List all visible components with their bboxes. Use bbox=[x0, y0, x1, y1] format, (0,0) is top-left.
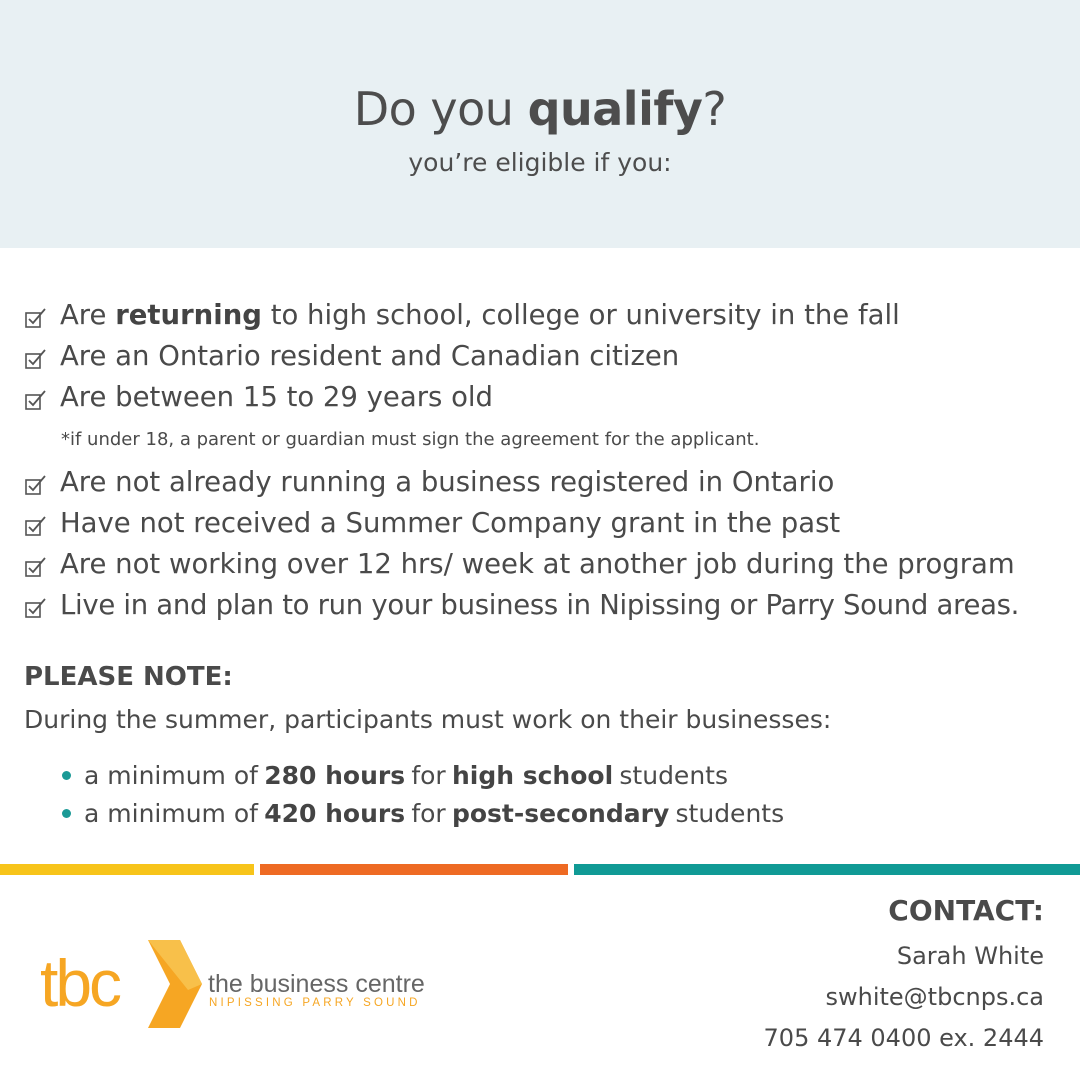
contact-name: Sarah White bbox=[896, 942, 1044, 970]
page-subtitle: you’re eligible if you: bbox=[408, 148, 672, 177]
contact-block bbox=[764, 894, 1044, 1059]
checkbox-checked-icon bbox=[24, 306, 48, 330]
criterion-text: Are between 15 to 29 years old bbox=[60, 380, 493, 413]
criterion-text: Have not received a Summer Company grant in the past bbox=[60, 506, 841, 539]
teal-dot-icon bbox=[62, 809, 71, 818]
logo-tagline: NIPISSING PARRY SOUND bbox=[209, 997, 421, 1009]
divider-stripe-yellow bbox=[0, 864, 254, 875]
criterion-item bbox=[24, 584, 1074, 625]
list-item: a minimum of 280 hours for high school students bbox=[62, 756, 784, 794]
criterion-text: Are not already running a business registered in Ontario bbox=[60, 465, 835, 498]
criterion-item bbox=[24, 335, 1074, 376]
criterion-text: Are not working over 12 hrs/ week at another job during the program bbox=[60, 547, 1015, 580]
criterion-text: Are an Ontario resident and Canadian citizen bbox=[60, 339, 680, 372]
checkbox-checked-icon bbox=[24, 555, 48, 579]
checkbox-checked-icon bbox=[24, 596, 48, 620]
contact-email[interactable]: swhite@tbcnps.ca bbox=[825, 983, 1044, 1011]
checkbox-checked-icon bbox=[24, 473, 48, 497]
page-title: Do you qualify? bbox=[353, 82, 727, 136]
criterion-item bbox=[24, 461, 1074, 502]
contact-heading: CONTACT: bbox=[888, 894, 1044, 927]
criterion-item bbox=[24, 294, 1074, 335]
please-note-heading: PLEASE NOTE: bbox=[24, 662, 233, 692]
teal-dot-icon bbox=[62, 771, 71, 780]
logo-mark: tbc bbox=[40, 946, 120, 1020]
contact-phone[interactable]: 705 474 0400 ex. 2444 bbox=[763, 1024, 1044, 1052]
divider-stripe-teal bbox=[574, 864, 1080, 875]
checkbox-checked-icon bbox=[24, 514, 48, 538]
divider-stripe-orange bbox=[260, 864, 568, 875]
checkbox-checked-icon bbox=[24, 388, 48, 412]
logo-name: the business centre bbox=[208, 970, 425, 998]
hours-requirements-list bbox=[62, 756, 784, 832]
criterion-item bbox=[24, 543, 1074, 584]
criterion-text: Are returning to high school, college or university in the fall bbox=[60, 298, 900, 331]
list-item: a minimum of 420 hours for post-secondary students bbox=[62, 794, 784, 832]
eligibility-list bbox=[24, 294, 1074, 625]
tbc-logo bbox=[40, 938, 470, 1038]
header-banner bbox=[0, 0, 1080, 248]
checkbox-checked-icon bbox=[24, 347, 48, 371]
age-footnote: *if under 18, a parent or guardian must sign the agreement for the applicant. bbox=[61, 428, 760, 450]
criterion-item bbox=[24, 502, 1074, 543]
please-note-intro: During the summer, participants must work on their businesses: bbox=[24, 705, 832, 734]
criterion-text: Live in and plan to run your business in Nipissing or Parry Sound areas. bbox=[60, 588, 1020, 621]
criterion-item bbox=[24, 376, 1074, 417]
